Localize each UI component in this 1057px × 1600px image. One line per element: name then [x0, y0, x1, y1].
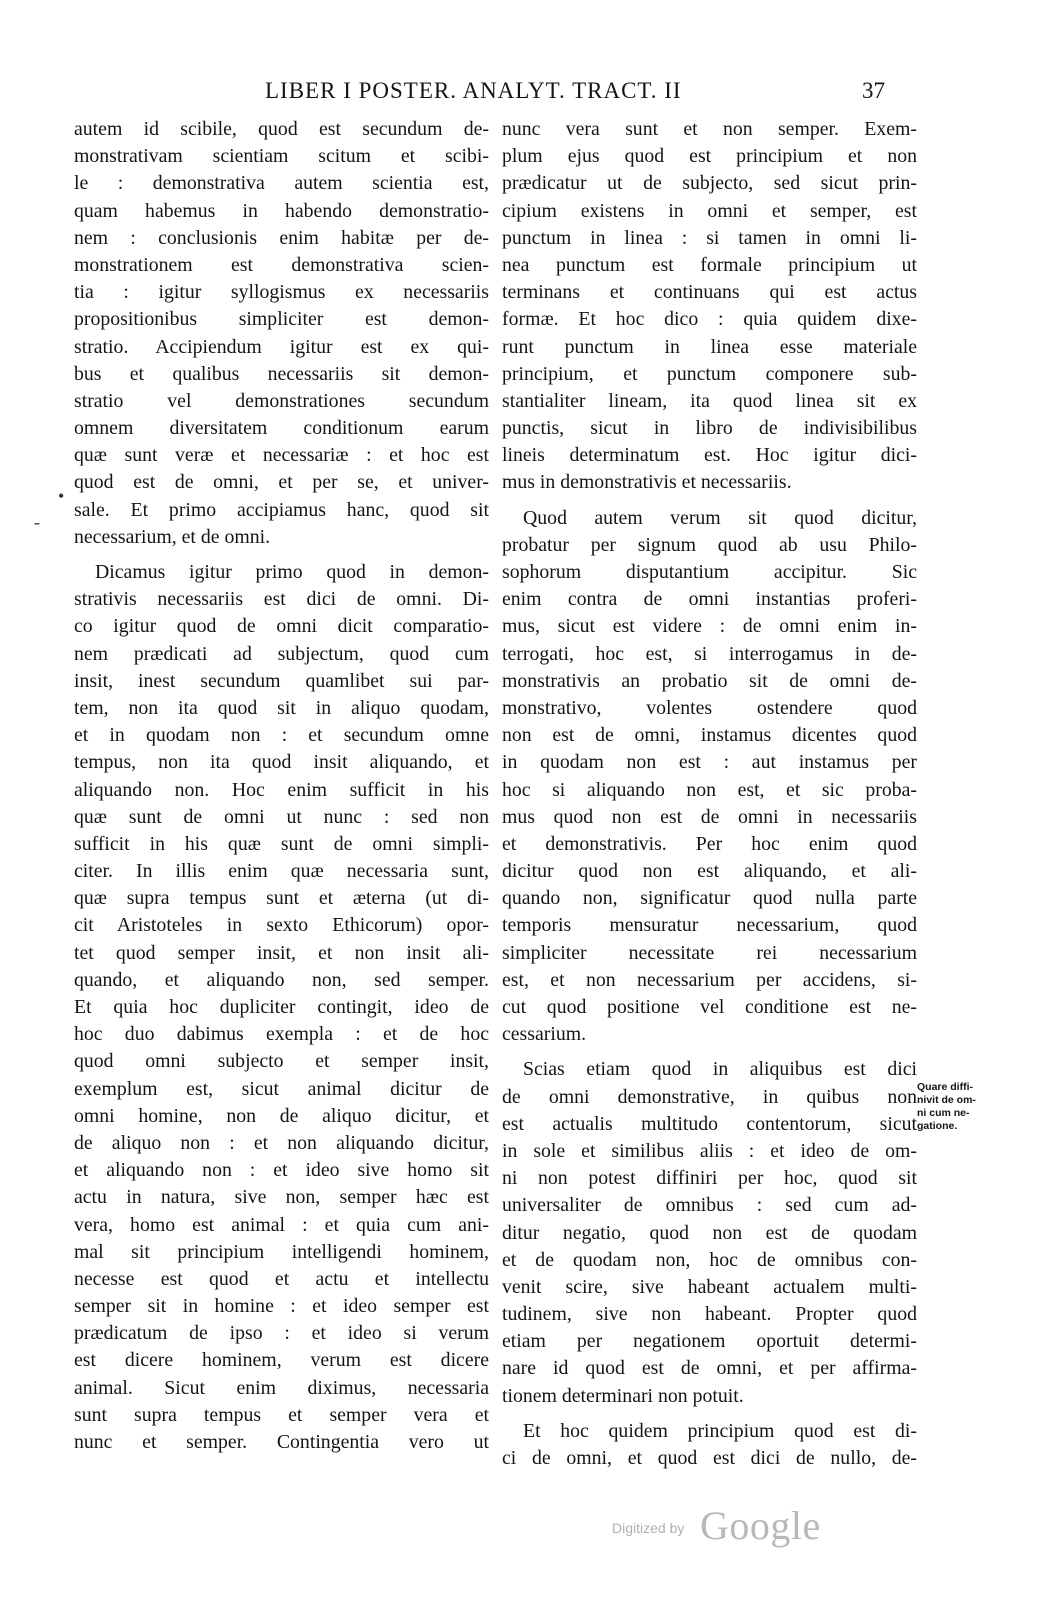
text-line: nea punctum est formale principium ut [502, 253, 917, 276]
text-line: Quod autem verum sit quod dicitur, [523, 506, 917, 529]
text-line: runt punctum in linea esse materiale [502, 335, 917, 358]
text-line: Et quia hoc dupliciter contingit, ideo de [74, 996, 489, 1018]
text-line: formæ. Et hoc dico : quia quidem dixe- [502, 308, 917, 331]
text-line: de aliquo non : et non aliquando dicitur, [74, 1131, 489, 1154]
paragraph-gap [502, 1410, 917, 1418]
text-line: Dicamus igitur primo quod in demon- [95, 561, 489, 583]
page-number: 37 [862, 78, 885, 103]
text-line: Scias etiam quod in aliquibus est dici [523, 1058, 917, 1081]
text-line: citer. In illis enim quæ necessaria sunt, [74, 860, 489, 883]
text-line: nem : conclusionis enim habitæ per de- [74, 226, 489, 249]
text-line: punctum in linea : si tamen in omni li- [502, 226, 917, 249]
text-line: in quodam non est : aut instamus per [502, 751, 917, 774]
text-line: nunc et semper. Contingentia vero ut [74, 1431, 489, 1453]
text-line: ditur negatio, quod non est de quodam [502, 1221, 917, 1244]
text-line: vera, homo est animal : et quia cum ani- [74, 1213, 489, 1236]
text-line: terminans et continuans qui est actus [502, 281, 917, 304]
text-line: hoc si aliquando non est, et sic proba- [502, 778, 917, 801]
text-line: non est de omni, instamus dicentes quod [502, 724, 917, 747]
text-line: mus quod non est de omni in necessariis [502, 805, 917, 828]
text-line: co igitur quod de omni dicit comparatio- [74, 615, 489, 638]
text-line: cipium existens in omni et semper, est [502, 199, 917, 222]
text-line: sunt supra tempus et semper vera et [74, 1403, 489, 1426]
text-line: stantialiter lineam, ita quod linea sit ex [502, 389, 917, 412]
text-line: aliquando non. Hoc enim sufficit in his [74, 778, 489, 801]
text-line: prædicatum de ipso : et ideo si verum [74, 1322, 489, 1345]
text-line: est, et non necessarium per accidens, si- [502, 968, 917, 991]
text-line: autem id scibile, quod est secundum de- [74, 118, 489, 140]
margin-note-line: nivit de om- [917, 1094, 976, 1106]
text-line: nare id quod est de omni, et per affirma- [502, 1357, 917, 1380]
margin-note-line: ni cum ne- [917, 1107, 970, 1119]
text-line: strativis necessariis est dici de omni. Di- [74, 588, 489, 611]
text-line: necesse est quod et actu et intellectu [74, 1267, 489, 1290]
margin-note-line: gatione. [917, 1120, 958, 1132]
text-line: etiam per negationem oportuit determi- [502, 1330, 917, 1353]
text-line: animal. Sicut enim diximus, necessaria [74, 1376, 489, 1399]
text-line: actu in natura, sive non, semper hæc est [74, 1186, 489, 1209]
margin-note-line: Quare diffi- [917, 1081, 974, 1093]
digitization-watermark [612, 1502, 852, 1552]
margin-note [917, 1081, 991, 1133]
text-line: probatur per signum quod ab usu Philo- [502, 533, 917, 556]
digitized-by-label: Digitized by [612, 1520, 685, 1536]
text-line: monstrationem est demonstrativa scien- [74, 253, 489, 276]
running-head: LIBER I POSTER. ANALYT. TRACT. II [265, 78, 682, 103]
text-line: principium, et punctum componere sub- [502, 362, 917, 385]
text-line: quæ sunt veræ et necessariæ : et hoc est [74, 444, 489, 467]
text-line: hoc duo dabimus exempla : et de hoc [74, 1023, 489, 1046]
text-line: quando non, significatur quod nulla parte [502, 887, 917, 910]
text-line: mus in demonstrativis et necessariis. [502, 471, 792, 494]
text-line: quæ sunt de omni ut nunc : sed non [74, 805, 489, 828]
text-line: est dicere hominem, verum est dicere [74, 1349, 489, 1372]
page-header [0, 70, 1057, 110]
text-line: ni non potest diffiniri per hoc, quod sit [502, 1167, 917, 1190]
text-line: universaliter de omnibus : sed cum ad- [502, 1194, 917, 1217]
text-line: lineis determinatum est. Hoc igitur dici- [502, 444, 917, 467]
text-line: quod est de omni, et per se, et univer- [74, 471, 489, 494]
text-line: propositionibus simpliciter est demon- [74, 308, 489, 331]
text-line: dicitur quod non est aliquando, et ali- [502, 860, 917, 883]
text-line: quam habemus in habendo demonstratio- [74, 199, 489, 222]
text-line: omni homine, non de aliquo dicitur, et [74, 1104, 489, 1127]
google-logo: Google [700, 1503, 821, 1548]
text-line: stratio vel demonstrationes secundum [74, 389, 489, 412]
text-line: stratio. Accipiendum igitur est ex qui- [74, 335, 489, 358]
text-line: necessarium, et de omni. [74, 525, 271, 548]
text-line: sophorum disputantium accipitur. Sic [502, 561, 917, 583]
text-line: quæ supra tempus sunt et æterna (ut di- [74, 887, 489, 910]
text-line: enim contra de omni instantias proferi- [502, 588, 917, 611]
text-line: sale. Et primo accipiamus hanc, quod sit [74, 498, 489, 521]
text-line: mal sit principium intelligendi hominem, [74, 1240, 489, 1263]
text-line: tem, non ita quod sit in aliquo quodam, [74, 696, 489, 719]
text-line: quod omni subjecto et semper insit, [74, 1050, 489, 1073]
text-line: cit Aristoteles in sexto Ethicorum) opor- [74, 914, 489, 937]
text-line: cessarium. [502, 1023, 587, 1046]
text-line: quando, et aliquando non, sed semper. [74, 968, 489, 991]
text-line: monstrativis an probatio sit de omni de- [502, 669, 917, 692]
text-line: nunc vera sunt et non semper. Exem- [502, 118, 917, 140]
text-line: in sole et similibus aliis : et ideo de om- [502, 1139, 917, 1162]
text-line: mus, sicut est videre : de omni enim in- [502, 615, 917, 638]
text-line: tempus, non ita quod insit aliquando, et [74, 751, 489, 774]
text-line: sufficit in his quæ sunt de omni simpli- [74, 832, 489, 855]
paragraph-gap [74, 551, 489, 559]
text-line: venit scire, sive habeant actualem multi- [502, 1275, 917, 1298]
left-column [74, 116, 489, 1456]
text-line: monstrativo, volentes ostendere quod [502, 696, 917, 719]
text-line: terrogati, hoc est, si interrogamus in de- [502, 642, 917, 665]
text-line: punctis, sicut in libro de indivisibilibus [502, 417, 917, 440]
text-line: et de quodam non, hoc de omnibus con- [502, 1248, 917, 1271]
text-line: prædicatur ut de subjecto, sed sicut prin- [502, 172, 917, 195]
text-line: temporis mensuratur necessarium, quod [502, 914, 917, 937]
right-column [502, 116, 917, 1472]
text-line: plum ejus quod est principium et non [502, 145, 917, 168]
margin-dot-mark: • [58, 486, 65, 506]
text-line: Et hoc quidem principium quod est di- [523, 1419, 917, 1442]
text-line: monstrativam scientiam scitum et scibi- [74, 145, 489, 168]
text-line: est actualis multitudo contentorum, sicut [502, 1112, 917, 1135]
text-line: nem prædicati ad subjectum, quod cum [74, 642, 489, 665]
text-line: cut quod positione vel conditione est ne- [502, 996, 917, 1018]
paragraph-gap [502, 1048, 917, 1056]
text-line: tudinem, sive non habeant. Propter quod [502, 1303, 917, 1326]
text-line: et demonstrativis. Per hoc enim quod [502, 832, 917, 855]
text-line: semper sit in homine : et ideo semper est [74, 1295, 489, 1318]
text-line: tet quod semper insit, et non insit ali- [74, 941, 489, 964]
text-line: et in quodam non : et secundum omne [74, 724, 489, 747]
text-line: tia : igitur syllogismus ex necessariis [74, 281, 489, 304]
text-line: omnem diversitatem conditionum earum [74, 417, 489, 440]
text-line: exemplum est, sicut animal dicitur de [74, 1077, 489, 1100]
text-line: simpliciter necessitate rei necessarium [502, 941, 917, 964]
text-line: de omni demonstrative, in quibus non [502, 1085, 917, 1108]
text-line: ci de omni, et quod est dici de nullo, de- [502, 1447, 917, 1469]
text-line: tionem determinari non potuit. [502, 1384, 744, 1407]
margin-dash-mark: - [34, 512, 40, 532]
paragraph-gap [502, 497, 917, 505]
text-line: bus et qualibus necessariis sit demon- [74, 362, 489, 385]
text-line: le : demonstrativa autem scientia est, [74, 172, 489, 195]
text-line: insit, inest secundum quamlibet sui par- [74, 669, 489, 692]
text-line: et aliquando non : et ideo sive homo sit [74, 1159, 489, 1182]
